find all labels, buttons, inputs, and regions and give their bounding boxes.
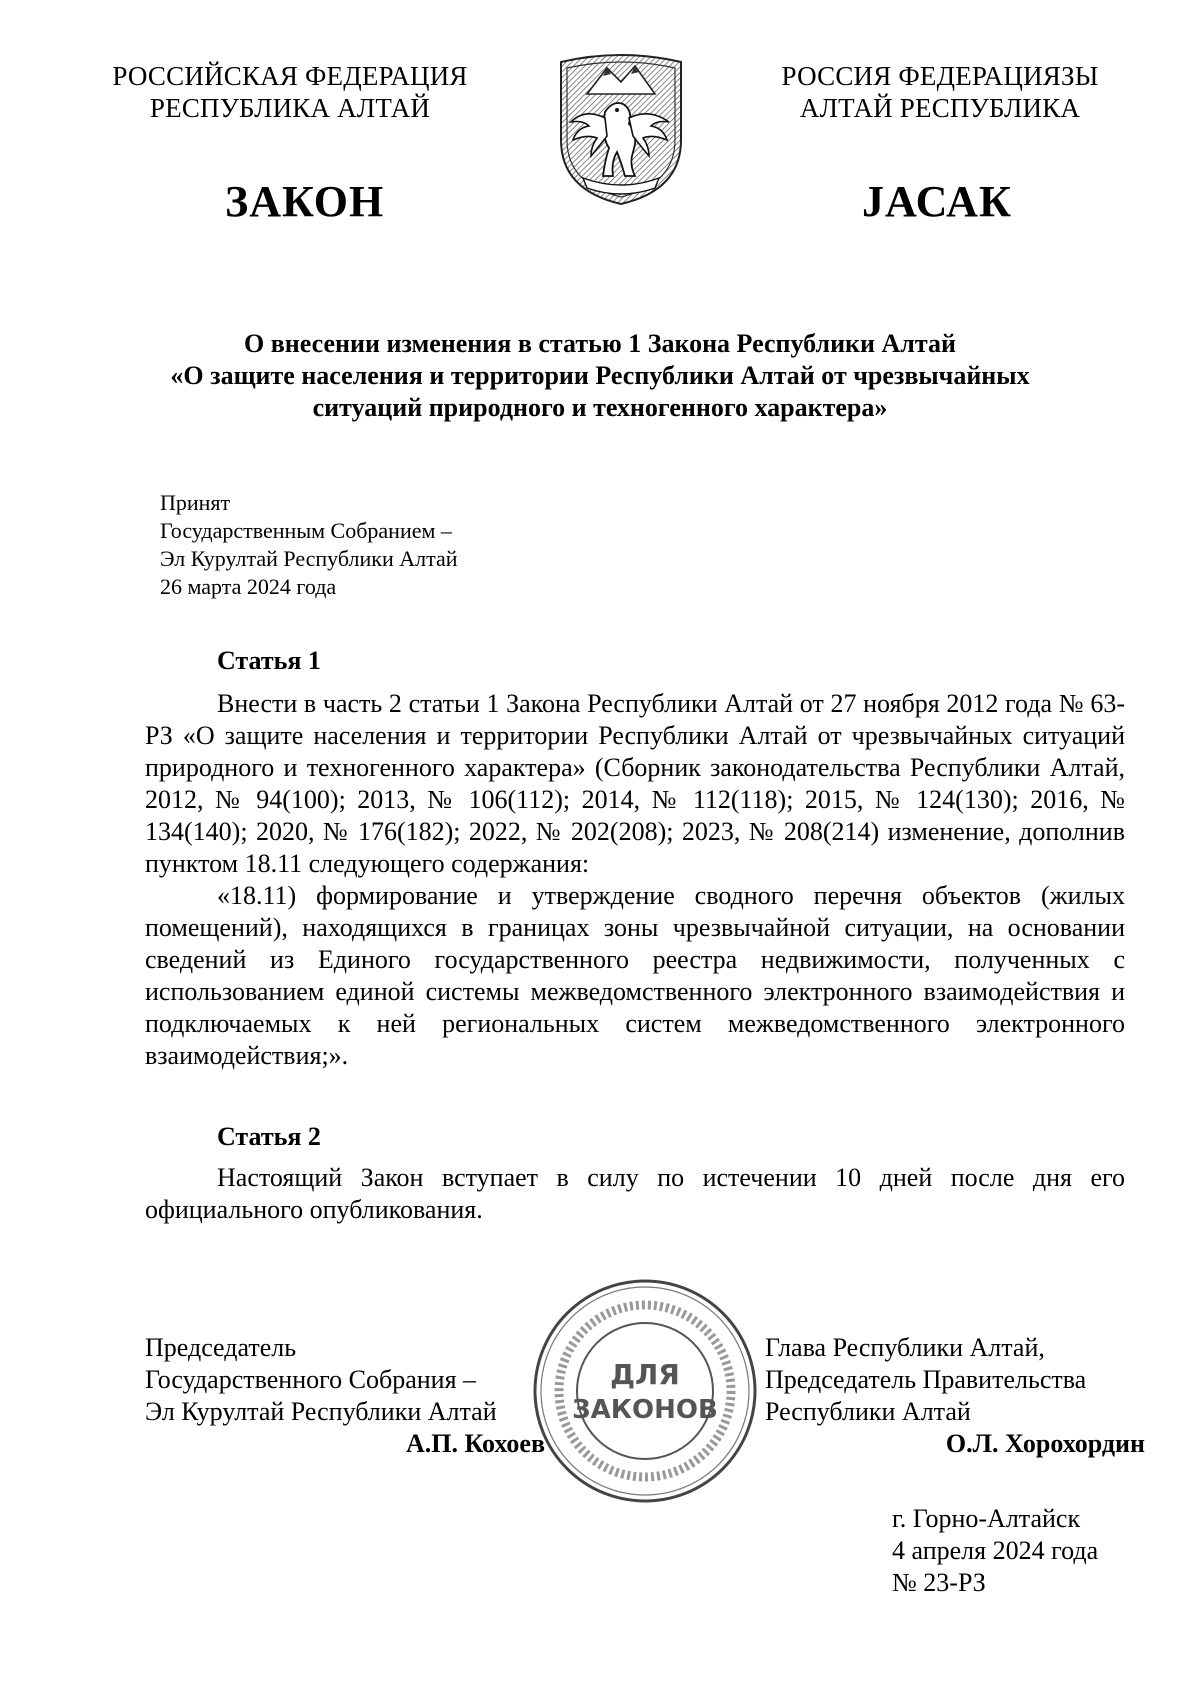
article2-paragraph1: Настоящий Закон вступает в силу по истечении 10 дней после дня его официального опубликования. <box>145 1163 1125 1224</box>
law-number: № 23-РЗ <box>892 1568 986 1597</box>
signature-left-line2: Государственного Собрания – <box>145 1365 477 1394</box>
document-title <box>120 328 1080 424</box>
article2-body <box>145 1162 1125 1226</box>
seal-text-line2: ЗАКОНОВ <box>572 1395 718 1425</box>
title-line1: О внесении изменения в статью 1 Закона Республики Алтай <box>244 329 956 358</box>
header-right-line2: АЛТАЙ РЕСПУБЛИКА <box>799 93 1081 123</box>
official-seal-stamp <box>530 1276 760 1506</box>
adoption-date: 26 марта 2024 года <box>160 574 337 599</box>
header-left-line2: РЕСПУБЛИКА АЛТАЙ <box>149 93 431 123</box>
adoption-line2: Государственным Собранием – <box>160 518 452 543</box>
title-line3: ситуаций природного и техногенного характера» <box>312 393 888 422</box>
header-right-line1: РОССИЯ ФЕДЕРАЦИЯЗЫ <box>781 61 1099 91</box>
signature-right-line1: Глава Республики Алтай, <box>765 1333 1045 1362</box>
article1-paragraph2: «18.11) формирование и утверждение сводного перечня объектов (жилых помещений), находящихся в границах зоны чрезвычайной ситуации, на основании сведений из Единого государственного реестра недвижимости, полученных с использованием единой системы межведомственного электронного взаимодействия и подключаемых к ней региональных систем межведомственного электронного взаимодействия;». <box>145 881 1125 1070</box>
signature-right-name: О.Л. Хорохордин <box>945 1429 1145 1458</box>
signature-left-line1: Председатель <box>145 1333 297 1362</box>
signature-right <box>765 1332 1145 1460</box>
article2-heading: Статья 2 <box>217 1122 321 1151</box>
law-title-russian: ЗАКОН <box>225 177 385 226</box>
header-left-line1: РОССИЙСКАЯ ФЕДЕРАЦИЯ <box>112 61 468 91</box>
signature-left-line3: Эл Курултай Республики Алтай <box>145 1397 497 1426</box>
signature-left <box>145 1332 545 1460</box>
place-city: г. Горно-Алтайск <box>892 1504 1081 1533</box>
signature-right-line2: Председатель Правительства <box>765 1365 1087 1394</box>
law-title-altai: JАСАК <box>862 177 1012 226</box>
article1-body <box>145 688 1125 1072</box>
adoption-line1: Принят <box>160 490 231 515</box>
seal-text-line1: ДЛЯ <box>610 1358 680 1391</box>
title-line2: «О защите населения и территории Республики Алтай от чрезвычайных <box>170 361 1030 390</box>
header-right <box>740 60 1140 124</box>
adoption-block <box>160 489 458 601</box>
signature-right-line3: Республики Алтай <box>765 1397 971 1426</box>
header-left <box>80 60 500 124</box>
place-date-block <box>892 1503 1098 1599</box>
adoption-line3: Эл Курултай Республики Алтай <box>160 546 458 571</box>
article1-heading: Статья 1 <box>217 646 321 675</box>
article1-paragraph1: Внести в часть 2 статьи 1 Закона Республики Алтай от 27 ноября 2012 года № 63-РЗ «О защите населения и территории Республики Алтай от чрезвычайных ситуаций природного и техногенного характера» (Сборник законодательства Республики Алтай, 2012, № 94(100); 2013, № 106(112); 2014, № 112(118); 2015, № 124(130); 2016, № 134(140); 2020, № 176(182); 2022, № 202(208); 2023, № 208(214) изменение, дополнив пунктом 18.11 следующего содержания: <box>145 689 1125 878</box>
coat-of-arms-emblem <box>553 52 689 208</box>
signature-left-name: А.П. Кохоев <box>405 1429 545 1458</box>
place-date: 4 апреля 2024 года <box>892 1536 1099 1565</box>
